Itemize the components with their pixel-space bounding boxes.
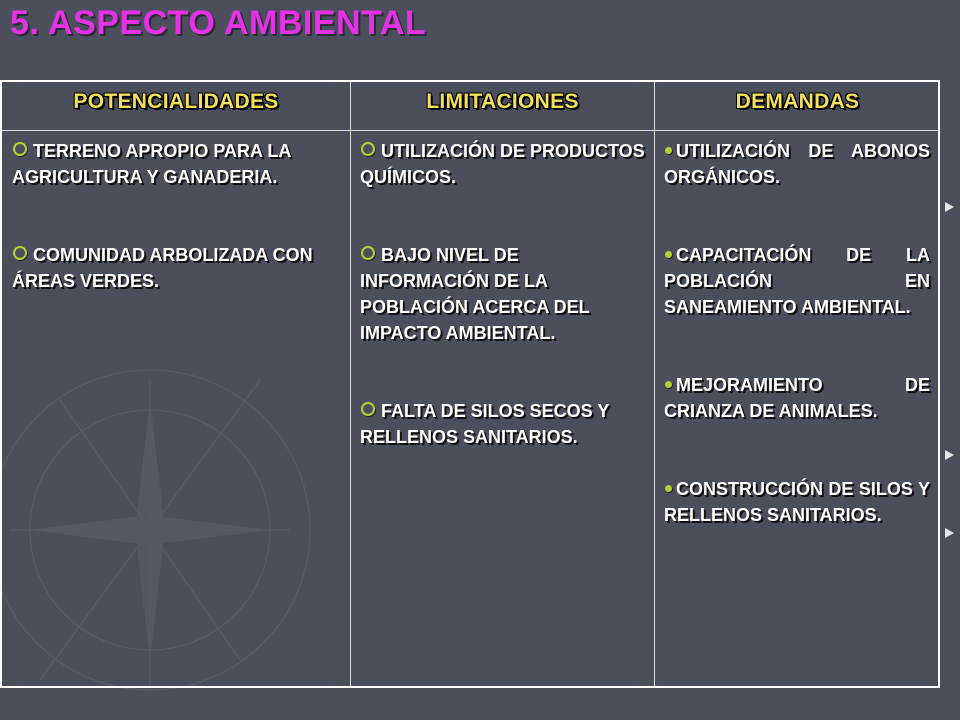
list-item: [12, 138, 342, 190]
triangle-arrow-icon[interactable]: [945, 450, 954, 460]
column-divider: [654, 82, 655, 686]
list-item: [360, 398, 646, 450]
header-demandas: DEMANDAS: [735, 90, 860, 113]
list-item: [12, 242, 342, 294]
solid-dot-bullet-icon: [665, 485, 672, 492]
hollow-circle-bullet-icon: [361, 402, 375, 416]
list-item: [664, 476, 930, 528]
demandas-cell: [664, 138, 930, 528]
hollow-circle-bullet-icon: [13, 142, 27, 156]
item-text: CAPACITACIÓN DE LA POBLACIÓN EN SANEAMIENTO AMBIENTAL.: [664, 245, 930, 317]
header-potencialidades: POTENCIALIDADES: [73, 90, 279, 113]
list-item: [360, 138, 646, 190]
column-divider: [350, 82, 351, 686]
header-divider: [2, 130, 938, 131]
list-item: [360, 242, 646, 346]
triangle-arrow-icon[interactable]: [945, 528, 954, 538]
item-text: COMUNIDAD ARBOLIZADA CON ÁREAS VERDES.: [12, 245, 313, 291]
hollow-circle-bullet-icon: [361, 142, 375, 156]
hollow-circle-bullet-icon: [361, 246, 375, 260]
item-text: FALTA DE SILOS SECOS Y RELLENOS SANITARIOS.: [360, 401, 610, 447]
item-text: UTILIZACIÓN DE PRODUCTOS QUÍMICOS.: [360, 141, 645, 187]
item-text: CONSTRUCCIÓN DE SILOS Y RELLENOS SANITARIOS.: [664, 479, 930, 525]
item-text: TERRENO APROPIO PARA LA AGRICULTURA Y GANADERIA.: [12, 141, 291, 187]
potencialidades-cell: [12, 138, 342, 294]
list-item: [664, 242, 930, 320]
solid-dot-bullet-icon: [665, 251, 672, 258]
header-limitaciones: LIMITACIONES: [426, 90, 579, 113]
solid-dot-bullet-icon: [665, 381, 672, 388]
hollow-circle-bullet-icon: [13, 246, 27, 260]
triangle-arrow-icon[interactable]: [945, 202, 954, 212]
solid-dot-bullet-icon: [665, 147, 672, 154]
slide-title: 5. ASPECTO AMBIENTAL: [10, 4, 427, 42]
list-item: [664, 372, 930, 424]
item-text: UTILIZACIÓN DE ABONOS ORGÁNICOS.: [664, 141, 930, 187]
aspect-table: [0, 80, 940, 688]
limitaciones-cell: [360, 138, 646, 450]
list-item: [664, 138, 930, 190]
item-text: BAJO NIVEL DE INFORMACIÓN DE LA POBLACIÓN ACERCA DEL IMPACTO AMBIENTAL.: [360, 245, 590, 343]
item-text: MEJORAMIENTO DE CRIANZA DE ANIMALES.: [664, 375, 930, 421]
